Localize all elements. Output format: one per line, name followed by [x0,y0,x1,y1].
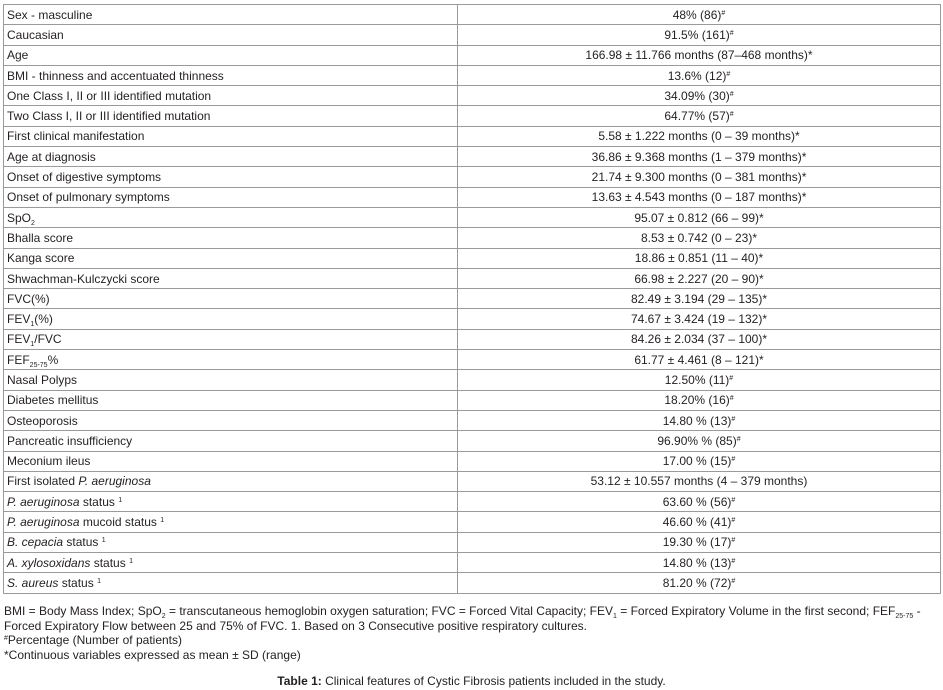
feature-label-tail: mucoid status [79,515,161,530]
table-row [4,289,941,309]
feature-cell [4,289,458,309]
feature-label: FEV [7,312,31,327]
value-cell [458,167,941,187]
feature-cell [4,65,458,85]
percentage-mark: # [729,395,734,403]
value-cell [458,207,941,227]
feature-cell [4,248,458,268]
feature-cell [4,451,458,471]
table-row [4,65,941,85]
table-row [4,471,941,491]
feature-superscript: 1 [160,517,165,525]
feature-label: Nasal Polyps [7,372,78,387]
feature-label: Meconium ileus [7,454,91,469]
feature-value: 95.07 ± 0.812 (66 – 99)* [634,210,764,225]
feature-label: Kanga score [7,251,75,266]
value-cell [458,106,941,126]
feature-subscript: 25-75 [29,361,48,369]
feature-label: Diabetes mellitus [7,393,99,408]
feature-value: 84.26 ± 2.034 (37 – 100)* [630,332,768,347]
feature-value: 14.80 % (13) [662,413,732,428]
feature-label-tail: status [90,555,130,570]
feature-value: 18.20% (16) [664,393,730,408]
feature-label-tail: status [79,494,119,509]
feature-cell [4,126,458,146]
value-cell [458,147,941,167]
feature-label: FEV [7,332,31,347]
table-row [4,431,941,451]
feature-value: 46.60 % (41) [662,515,732,530]
value-cell [458,451,941,471]
feature-value: 21.74 ± 9.300 months (0 – 381 months)* [591,170,807,185]
value-cell [458,431,941,451]
feature-label: Sex - masculine [7,7,93,22]
feature-value: 64.77% (57) [664,109,730,124]
feature-label: Osteoporosis [7,413,78,428]
caption-text: Clinical features of Cystic Fibrosis patients included in the study. [321,674,666,688]
feature-value: 82.49 ± 3.194 (29 – 135)* [630,291,768,306]
value-cell [458,5,941,25]
value-cell [458,65,941,85]
feature-value: 34.09% (30) [664,88,730,103]
feature-cell [4,512,458,532]
feature-superscript: 1 [97,577,101,585]
feature-cell [4,390,458,410]
value-cell [458,410,941,430]
value-cell [458,86,941,106]
feature-cell [4,350,458,370]
feature-cell [4,532,458,552]
table-row [4,350,941,370]
feature-value: 19.30 % (17) [662,535,732,550]
percentage-mark: # [731,577,736,585]
feature-organism: P. aeruginosa [7,494,80,509]
table-footnotes [4,604,940,662]
feature-value: 66.98 ± 2.227 (20 – 90)* [634,271,764,286]
feature-label: Pancreatic insufficiency [7,433,133,448]
feature-cell [4,167,458,187]
feature-value: 53.12 ± 10.557 months (4 – 379 months) [590,474,808,489]
feature-cell [4,5,458,25]
percentage-mark: # [726,70,731,78]
percentage-note: #Percentage (Number of patients) [4,633,182,647]
feature-value: 166.98 ± 11.766 months (87–468 months)* [585,48,813,63]
feature-value: 63.60 % (56) [662,494,732,509]
feature-value: 13.63 ± 4.543 months (0 – 187 months)* [591,190,807,205]
caption-label: Table 1: [277,674,322,688]
percentage-mark: # [731,415,736,423]
feature-label: Bhalla score [7,230,74,245]
percentage-mark: # [731,557,736,565]
feature-label-tail: status [63,535,102,550]
feature-label: Onset of pulmonary symptoms [7,190,170,205]
feature-cell [4,187,458,207]
feature-cell [4,492,458,512]
feature-superscript: 1 [118,496,123,504]
feature-value: 17.00 % (15) [662,454,732,469]
feature-cell [4,370,458,390]
feature-value: 48% (86) [672,7,722,22]
feature-label: SpO [7,210,32,225]
value-cell [458,532,941,552]
feature-cell [4,471,458,491]
value-cell [458,45,941,65]
feature-cell [4,207,458,227]
feature-value: 36.86 ± 9.368 months (1 – 379 months)* [591,149,807,164]
table-row [4,410,941,430]
feature-cell [4,45,458,65]
percentage-mark: # [729,111,734,119]
feature-subscript: 1 [30,321,35,329]
feature-subscript: 1 [30,341,35,349]
feature-label: Shwachman-Kulczycki score [7,271,160,286]
table-row [4,553,941,573]
percentage-mark: # [731,496,736,504]
feature-organism: P. aeruginosa [78,474,151,489]
feature-cell [4,553,458,573]
table-row [4,5,941,25]
table-row [4,532,941,552]
percentage-mark: # [729,90,734,98]
value-cell [458,268,941,288]
table-row [4,248,941,268]
percentage-mark: # [731,537,736,545]
value-cell [458,228,941,248]
feature-value: 8.53 ± 0.742 (0 – 23)* [641,230,757,245]
feature-label: FEF [7,352,30,367]
feature-cell [4,25,458,45]
feature-organism: A. xylosoxidans [7,555,91,570]
feature-label-tail: (%) [34,312,53,327]
percentage-mark: # [721,9,726,17]
table-row [4,126,941,146]
value-cell [458,370,941,390]
table-row [4,207,941,227]
value-cell [458,126,941,146]
feature-value: 91.5% (161) [664,27,730,42]
table-row [4,309,941,329]
feature-superscript: 1 [101,537,106,545]
table-row [4,86,941,106]
feature-label: Age [7,48,29,63]
value-cell [458,289,941,309]
feature-label: BMI - thinness and accentuated thinness [7,68,224,83]
table-row [4,329,941,349]
feature-cell [4,573,458,593]
feature-label: FVC(%) [7,291,50,306]
abbreviations-line-1: BMI = Body Mass Index; SpO$_2$ = transcutaneous hemoglobin oxygen saturation; FVC = Forced Vital Capacity; $FEV_1$ = Forced Expiratory Volume in the first second; $FEF_{25-75}$ - [4,604,921,620]
table-row [4,451,941,471]
table-row [4,268,941,288]
table-body [4,5,941,594]
value-cell [458,390,941,410]
feature-value: 12.50% (11) [664,372,730,387]
feature-cell [4,106,458,126]
feature-label-tail: % [47,352,59,367]
percentage-mark: # [729,29,734,37]
feature-subscript: 2 [31,219,35,227]
value-cell [458,187,941,207]
value-cell [458,492,941,512]
percentage-mark: # [731,456,736,464]
value-cell [458,248,941,268]
value-cell [458,512,941,532]
value-cell [458,350,941,370]
feature-value: 61.77 ± 4.461 (8 – 121)* [634,352,764,367]
abbreviations-line-2: Forced Expiratory Flow between 25 and 75% of FVC. 1. Based on 3 Consecutive positive respiratory cultures. [4,618,587,633]
value-cell [458,573,941,593]
feature-cell [4,268,458,288]
feature-cell [4,86,458,106]
feature-label: Caucasian [7,27,64,42]
table-row [4,45,941,65]
table-row [4,390,941,410]
feature-value: 96.90% % (85) [657,433,737,448]
value-cell [458,329,941,349]
feature-value: 14.80 % (13) [662,555,732,570]
feature-cell [4,228,458,248]
value-cell [458,309,941,329]
feature-label: First clinical manifestation [7,129,145,144]
table-row [4,228,941,248]
table-row [4,106,941,126]
value-cell [458,553,941,573]
clinical-features-table [3,4,941,594]
feature-label: Onset of digestive symptoms [7,170,162,185]
percentage-mark: # [729,374,734,382]
table-row [4,573,941,593]
feature-label-tail: status [58,575,98,590]
feature-value: 81.20 % (72) [662,575,732,590]
table-row [4,512,941,532]
feature-label: One Class I, II or III identified mutation [7,88,212,103]
feature-cell [4,410,458,430]
value-cell [458,25,941,45]
table-row [4,167,941,187]
feature-cell [4,309,458,329]
percentage-mark: # [731,517,736,525]
feature-cell [4,431,458,451]
feature-value: 18.86 ± 0.851 (11 – 40)* [634,251,764,266]
feature-label: First isolated [7,474,79,489]
feature-cell [4,329,458,349]
percentage-mark: # [736,435,741,443]
feature-label-tail: /FVC [34,332,62,347]
feature-label: Age at diagnosis [7,149,96,164]
value-cell [458,471,941,491]
feature-organism: B. cepacia [7,535,64,550]
feature-value: 13.6% (12) [667,68,727,83]
table-row [4,187,941,207]
continuous-note: *Continuous variables expressed as mean ± SD (range) [4,647,301,662]
feature-organism: P. aeruginosa [7,515,80,530]
table-row [4,147,941,167]
table-row [4,25,941,45]
feature-value: 74.67 ± 3.424 (19 – 132)* [630,312,768,327]
feature-label: Two Class I, II or III identified mutation [7,109,211,124]
feature-value: 5.58 ± 1.222 months (0 – 39 months)* [598,129,800,144]
feature-superscript: 1 [129,557,133,565]
table-caption [0,674,943,688]
feature-organism: S. aureus [7,575,59,590]
feature-cell [4,147,458,167]
table-row [4,370,941,390]
table-row [4,492,941,512]
